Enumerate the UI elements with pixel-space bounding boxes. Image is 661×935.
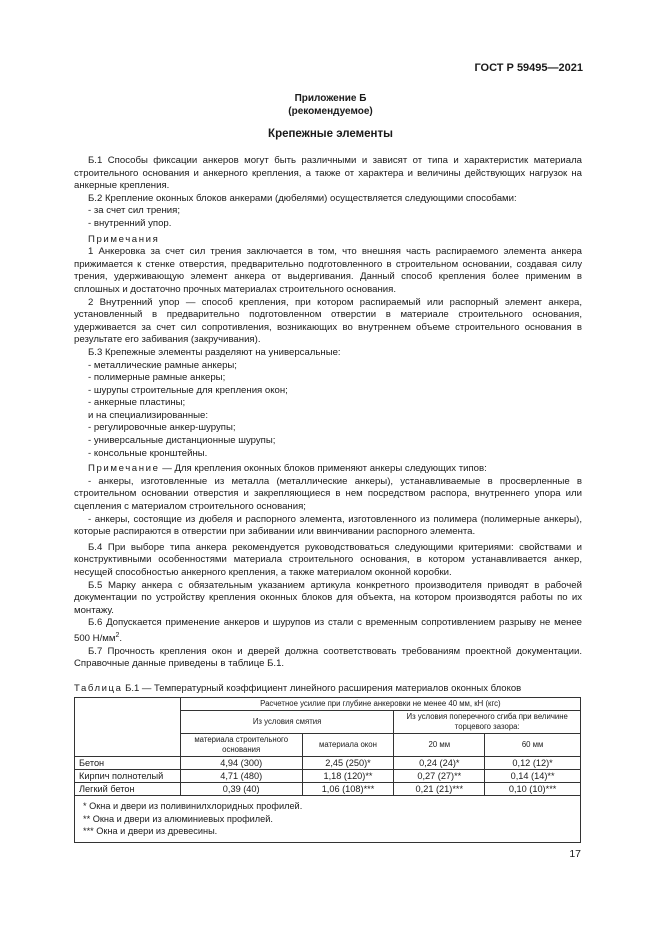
row-window: 2,45 (250)* — [302, 757, 394, 770]
row-gap60: 0,12 (12)* — [485, 757, 581, 770]
table-corner-cell — [75, 698, 181, 757]
note-label: Примечание — [88, 463, 160, 475]
appendix-title: Приложение Б — [294, 93, 367, 104]
table-head-crush: Из условия смятия — [180, 711, 394, 734]
b6-superscript: 2 — [115, 631, 120, 639]
table-row — [75, 757, 581, 770]
list-item: - шурупы строительные для крепления окон; — [88, 384, 288, 396]
b6-end: . — [119, 633, 123, 645]
row-base: 4,71 (480) — [180, 770, 302, 783]
row-gap20: 0,24 (24)* — [394, 757, 485, 770]
section-title: Крепежные элементы — [268, 128, 393, 140]
list-item: - внутренний упор. — [88, 217, 172, 229]
note-2: 2 Внутренний упор — способ крепления, при котором распираемый или распорный элемент анкера, установленный в предварительно подготовленном отверстии в материале строительного основания, удерживается за счет сил сопротивления, возникающих во внутреннем объеме строительного основания в результате его забивания (закручивания). — [74, 296, 582, 346]
footnote: *** Окна и двери из древесины. — [83, 826, 218, 836]
page-number: 17 — [569, 848, 581, 860]
appendix-subtitle: (рекомендуемое) — [288, 106, 373, 117]
list-item: - за счет сил трения; — [88, 205, 181, 217]
paragraph-b2: Б.2 Крепление оконных блоков анкерами (дюбелями) осуществляется следующими способами: — [88, 192, 517, 204]
table-col-60: 60 мм — [485, 734, 581, 757]
footnote: ** Окна и двери из алюминиевых профилей. — [83, 813, 273, 824]
paragraph-b7: Б.7 Прочность крепления окон и дверей должна соответствовать требованиям проектной документации. Справочные данные приведены в таблице Б.1. — [74, 645, 582, 670]
note-text: — Для крепления оконных блоков применяют анкеры следующих типов: — [159, 463, 487, 475]
table-row — [75, 783, 581, 796]
paragraph-b5: Б.5 Марку анкера с обязательным указанием артикула конкретного производителя приводят в рабочей документации по устройству крепления оконных блоков для объекта, на котором производятся работы по их монтажу. — [74, 579, 582, 616]
list-item: - универсальные дистанционные шурупы; — [88, 435, 276, 447]
note-1: 1 Анкеровка за счет сил трения заключается в том, что внешняя часть распираемого элемента анкера прижимается к стенке отверстия, предварительно подготовленного в строительном основании, создавая силу трения, удерживающую элемент анкера от выдергивания. Данный способ крепления более применим в сплошных и достаточно прочных материалах строительного основания. — [74, 246, 582, 295]
list-item: - металлические рамные анкеры; — [88, 359, 237, 371]
paragraph-b6 — [74, 617, 582, 645]
table-caption — [74, 683, 521, 694]
row-base: 0,39 (40) — [180, 783, 302, 796]
row-base: 4,94 (300) — [180, 757, 302, 770]
table-col-20: 20 мм — [394, 734, 485, 757]
footnote: * Окна и двери из поливинилхлоридных профилей. — [83, 801, 303, 811]
paragraph-b3: Б.3 Крепежные элементы разделяют на универсальные: — [88, 346, 341, 358]
anchor-load-table — [74, 697, 581, 843]
list-item: - анкерные пластины; — [88, 397, 186, 409]
row-gap20: 0,27 (27)** — [394, 770, 485, 783]
row-gap60: 0,10 (10)*** — [485, 783, 581, 796]
list-item: - консольные кронштейны. — [88, 447, 208, 459]
b6-text: Б.6 Допускается применение анкеров и шурупов из стали с временным сопротивлением разрыву не менее 500 Н/мм — [74, 617, 582, 645]
notes-title: Примечания — [88, 233, 160, 245]
row-window: 1,18 (120)** — [302, 770, 394, 783]
list-item: - регулировочные анкер-шурупы; — [88, 422, 236, 434]
table-col-base: материала строительного основания — [180, 734, 302, 757]
table-head-main: Расчетное усилие при глубине анкеровки не менее 40 мм, кН (кгс) — [180, 698, 580, 711]
row-window: 1,06 (108)*** — [302, 783, 394, 796]
table-col-window: материала окон — [302, 734, 394, 757]
row-gap60: 0,14 (14)** — [485, 770, 581, 783]
row-material: Бетон — [75, 757, 181, 770]
document-code: ГОСТ Р 59495—2021 — [474, 62, 583, 74]
paragraph-b1: Б.1 Способы фиксации анкеров могут быть различными и зависят от типа и характеристик материала строительного основания и анкерного крепления, а также от характера и величины действующих нагрузок на анкерные крепления. — [74, 155, 582, 192]
list-item: - полимерные рамные анкеры; — [88, 372, 226, 384]
table-head-bend: Из условия поперечного сгиба при величине торцевого зазора: — [394, 711, 581, 734]
row-material: Кирпич полнотелый — [75, 770, 181, 783]
row-gap20: 0,21 (21)*** — [394, 783, 485, 796]
table-caption-text: Б.1 — Температурный коэффициент линейного расширения материалов оконных блоков — [122, 683, 522, 694]
note-3-item-a: - анкеры, изготовленные из металла (металлические анкеры), устанавливаемые в просверленные в строительном основании отверстия и закрепляющиеся в нем посредством распора, внутреннего упора или сцепления с материалом строительного основания; — [74, 475, 582, 513]
note-3 — [74, 463, 582, 476]
table-footnotes — [75, 796, 581, 843]
row-material: Легкий бетон — [75, 783, 181, 796]
document-body — [74, 155, 582, 671]
paragraph-b4: Б.4 При выборе типа анкера рекомендуется руководствоваться следующими критериями: свойствами и конструктивными особенностями материала строительного основания, в котором устанавливается анкер, несущей способностью анкерного крепления, а также материалом оконной коробки. — [74, 541, 582, 578]
table-row — [75, 770, 581, 783]
note-3-item-b: - анкеры, состоящие из дюбеля и распорного элемента, изготовленного из полимера (полимерные анкеры), которые распираются в отверстии при забивании или ввинчивании распорного элемента. — [74, 513, 582, 538]
table-caption-label: Таблица — [74, 683, 123, 694]
list-intro: и на специализированные: — [88, 409, 209, 421]
